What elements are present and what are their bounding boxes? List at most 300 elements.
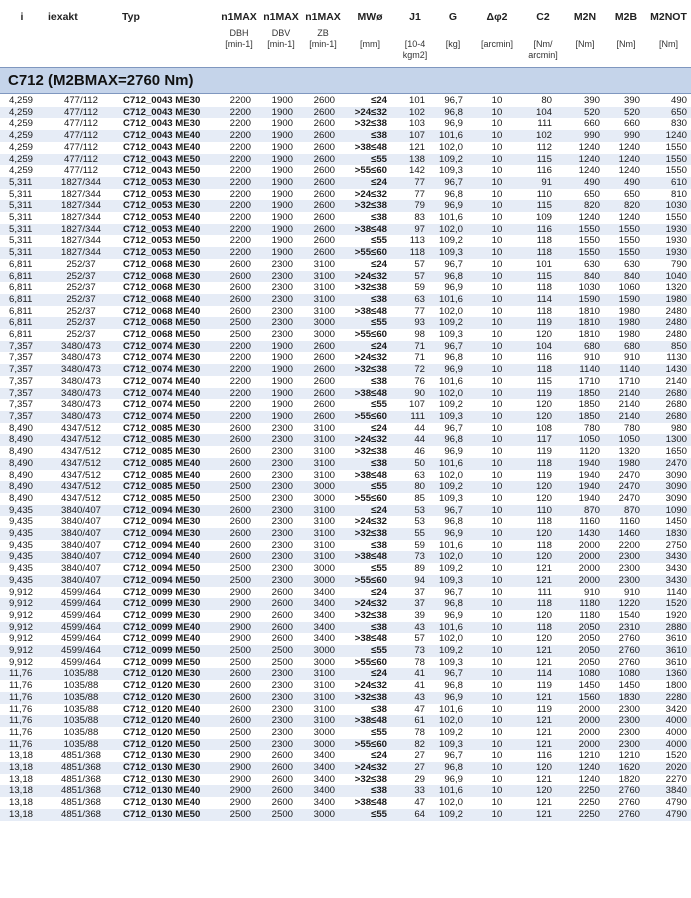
table-cell: 103: [408, 118, 425, 130]
table-cell: 780: [583, 422, 600, 434]
table-row: [0, 633, 691, 645]
table-cell: 10: [491, 797, 503, 809]
table-cell: 53: [396, 505, 434, 517]
table-cell: 10: [491, 329, 503, 341]
table-cell: 9,912: [0, 645, 44, 657]
table-cell: 2020: [646, 762, 691, 774]
table-cell: 13,18: [9, 773, 34, 785]
table-cell: 10: [472, 598, 522, 610]
table-cell: 1900: [271, 212, 293, 224]
table-cell: >24≤32: [354, 516, 387, 528]
table-cell: 1930: [646, 247, 691, 259]
table-row: [0, 704, 691, 716]
table-row: [0, 189, 691, 201]
table-cell: 3100: [302, 692, 344, 704]
table-cell: 7,357: [0, 341, 44, 353]
table-cell: 2140: [618, 399, 640, 411]
table-cell: 1240: [606, 154, 646, 166]
table-cell: 44: [396, 434, 434, 446]
table-cell: 3610: [665, 633, 687, 645]
table-cell: 11,76: [9, 703, 33, 715]
table-cell: 1080: [606, 668, 646, 680]
table-cell: 11,76: [0, 668, 44, 680]
table-cell: 3000: [313, 563, 335, 575]
data-table: [0, 95, 691, 821]
table-cell: 3090: [646, 481, 691, 493]
header-cell-l2: DBV: [271, 28, 291, 38]
table-cell: 101,6: [434, 622, 472, 634]
table-cell: 2600: [229, 422, 251, 434]
table-cell: 2600: [229, 305, 251, 317]
table-cell: 4599/464: [44, 645, 118, 657]
table-cell: 1300: [646, 434, 691, 446]
table-cell: 118: [536, 235, 552, 247]
table-cell: 780: [623, 422, 640, 434]
table-cell: C712_0043 ME50: [118, 154, 218, 166]
table-cell: 109,2: [438, 726, 463, 738]
table-cell: >24≤32: [354, 188, 387, 200]
table-cell: 44: [414, 422, 425, 434]
table-cell: 8,490: [0, 458, 44, 470]
table-cell: 1550: [618, 235, 640, 247]
table-cell: 96,9: [434, 200, 472, 212]
table-row: [0, 446, 691, 458]
table-cell: 5,311: [9, 188, 33, 200]
table-cell: 3480/473: [60, 352, 101, 364]
table-cell: 2600: [302, 200, 344, 212]
table-cell: 2200: [229, 399, 251, 411]
table-cell: 10: [472, 317, 522, 329]
table-cell: >32≤38: [354, 609, 387, 621]
table-cell: 10: [491, 609, 503, 621]
table-cell: 102,0: [438, 469, 463, 481]
table-cell: 2200: [229, 235, 251, 247]
table-cell: 2760: [606, 645, 646, 657]
table-cell: ≤38: [371, 703, 387, 715]
table-cell: 10: [472, 762, 522, 774]
table-cell: 101,6: [438, 212, 463, 224]
table-cell: 2600: [313, 235, 335, 247]
table-cell: 121: [522, 645, 564, 657]
table-cell: 1850: [578, 399, 600, 411]
table-row: [0, 107, 691, 119]
table-cell: 3400: [313, 773, 335, 785]
table-cell: 1080: [564, 668, 606, 680]
table-cell: 96,7: [444, 95, 463, 106]
table-cell: 1590: [606, 294, 646, 306]
table-cell: 101: [535, 258, 552, 270]
table-cell: 89: [414, 563, 425, 575]
table-cell: 1900: [260, 130, 302, 142]
table-cell: C712_0094 ME40: [123, 539, 201, 551]
header-cell-l1: C2: [536, 11, 550, 23]
table-cell: 9,435: [0, 505, 44, 517]
table-cell: 4347/512: [60, 469, 101, 481]
table-cell: 2900: [229, 609, 251, 621]
table-cell: 2300: [260, 739, 302, 751]
table-cell: 10: [491, 750, 503, 762]
table-cell: 2300: [618, 703, 640, 715]
table-cell: 2050: [578, 656, 600, 668]
table-cell: 870: [564, 505, 606, 517]
table-row: [0, 750, 691, 762]
table-cell: 2600: [229, 680, 251, 692]
table-cell: 115: [536, 375, 552, 387]
table-cell: 96,8: [444, 680, 463, 692]
table-cell: 10: [472, 739, 522, 751]
table-cell: 650: [583, 188, 600, 200]
table-cell: 2500: [260, 809, 302, 821]
header-cell-l1: i: [20, 11, 24, 23]
table-cell: 2600: [218, 551, 260, 563]
table-cell: 1035/88: [44, 692, 118, 704]
table-cell: 4,259: [9, 165, 34, 177]
table-cell: 104: [522, 107, 564, 119]
table-cell: 10: [491, 633, 503, 645]
table-cell: 10: [491, 726, 503, 738]
table-cell: C712_0130 ME40: [118, 785, 218, 797]
header-cell-l3: [min-1]: [309, 39, 337, 49]
table-cell: 1980: [606, 317, 646, 329]
header-cell-l3: [Nm]: [659, 39, 678, 49]
table-cell: 2600: [271, 797, 293, 809]
table-cell: 1035/88: [44, 668, 118, 680]
table-cell: 2600: [313, 399, 335, 411]
table-cell: C712_0130 ME40: [123, 797, 201, 809]
table-cell: 10: [491, 586, 503, 598]
table-row: [0, 622, 691, 634]
table-cell: 2600: [302, 341, 344, 353]
table-cell: C712_0074 ME50: [118, 411, 218, 423]
table-cell: 9,435: [9, 516, 34, 528]
table-cell: 3100: [313, 703, 335, 715]
table-cell: 96,8: [434, 762, 472, 774]
table-cell: 10: [491, 399, 503, 411]
table-cell: >38≤48: [354, 633, 387, 645]
table-cell: 1900: [260, 411, 302, 423]
table-cell: 2600: [260, 622, 302, 634]
table-cell: 1550: [665, 141, 687, 153]
table-cell: 5,311: [0, 200, 44, 212]
table-cell: 10: [472, 481, 522, 493]
table-row: [0, 739, 691, 751]
table-cell: 3400: [313, 609, 335, 621]
header-cell-l1: n1MAX: [221, 11, 257, 23]
table-cell: 8,490: [9, 446, 34, 458]
table-cell: 2300: [606, 575, 646, 587]
table-cell: 1240: [578, 141, 600, 153]
table-cell: 910: [583, 352, 600, 364]
table-cell: >55≤60: [344, 575, 396, 587]
header-cell-l3: [mm]: [360, 39, 380, 49]
table-cell: 109,2: [434, 645, 472, 657]
table-cell: 2140: [606, 411, 646, 423]
column-header: [0, 0, 691, 61]
table-row: [0, 563, 691, 575]
table-cell: ≤38: [344, 130, 396, 142]
table-row: [0, 118, 691, 130]
table-row: [0, 680, 691, 692]
table-cell: 119: [536, 680, 552, 692]
table-cell: 6,811: [0, 317, 44, 329]
table-cell: C712_0074 ME40: [118, 388, 218, 400]
table-cell: 120: [535, 329, 552, 341]
table-cell: 85: [414, 492, 425, 504]
table-cell: 1550: [665, 165, 687, 177]
table-cell: 2300: [260, 551, 302, 563]
table-cell: 96,9: [434, 364, 472, 376]
table-cell: 4,259: [9, 95, 34, 106]
table-cell: 37: [414, 586, 425, 598]
table-cell: 50: [396, 458, 434, 470]
table-cell: 116: [536, 165, 552, 177]
table-cell: 10: [472, 107, 522, 119]
table-cell: 3840/407: [44, 528, 118, 540]
table-row: [0, 247, 691, 259]
table-cell: 4599/464: [44, 598, 118, 610]
table-cell: 3610: [665, 656, 687, 668]
table-cell: 1710: [578, 375, 600, 387]
table-cell: 2600: [302, 247, 344, 259]
table-cell: 93: [396, 317, 434, 329]
table-cell: 33: [396, 785, 434, 797]
table-cell: 850: [646, 341, 691, 353]
table-cell: 1550: [665, 212, 687, 224]
table-cell: 2600: [229, 469, 251, 481]
table-cell: 3100: [302, 458, 344, 470]
table-cell: 1180: [564, 598, 606, 610]
table-cell: 4599/464: [60, 656, 101, 668]
table-cell: 477/112: [44, 154, 118, 166]
table-cell: C712_0085 ME40: [123, 469, 201, 481]
table-cell: 2600: [302, 154, 344, 166]
table-cell: 10: [491, 235, 503, 247]
table-cell: 2300: [260, 528, 302, 540]
table-cell: 2600: [313, 375, 335, 387]
table-cell: 10: [472, 528, 522, 540]
table-row: [0, 352, 691, 364]
table-cell: 5,311: [0, 224, 44, 236]
table-cell: 102,0: [438, 305, 463, 317]
table-cell: 118: [522, 622, 564, 634]
table-cell: 252/37: [66, 282, 96, 294]
table-cell: 109,3: [438, 165, 463, 177]
table-cell: C712_0074 ME30: [118, 341, 218, 353]
table-cell: 390: [623, 95, 640, 106]
table-cell: 3400: [313, 586, 335, 598]
table-cell: 120: [535, 399, 552, 411]
table-cell: 477/112: [64, 95, 98, 106]
table-cell: 4000: [646, 715, 691, 727]
table-cell: C712_0099 ME50: [118, 645, 218, 657]
table-cell: 80: [541, 95, 552, 106]
table-row: [0, 481, 691, 493]
table-cell: 1800: [665, 680, 687, 692]
table-cell: 2200: [229, 118, 251, 130]
table-cell: 11,76: [9, 680, 33, 692]
table-cell: 47: [414, 797, 425, 809]
table-cell: C712_0053 ME50: [118, 247, 218, 259]
table-cell: 2140: [665, 375, 687, 387]
table-cell: 4,259: [0, 130, 44, 142]
table-cell: 520: [606, 107, 646, 119]
table-cell: 10: [491, 492, 503, 504]
table-cell: 96,9: [434, 692, 472, 704]
table-cell: 10: [491, 165, 503, 177]
table-row: [0, 177, 691, 189]
table-cell: 2000: [564, 739, 606, 751]
table-cell: 3400: [302, 762, 344, 774]
table-cell: 3400: [313, 750, 335, 762]
table-cell: 10: [472, 271, 522, 283]
table-cell: 102,0: [434, 551, 472, 563]
table-cell: 111: [537, 586, 552, 598]
table-cell: 3100: [313, 680, 335, 692]
table-cell: 1160: [579, 516, 600, 528]
table-cell: 1900: [271, 352, 293, 364]
table-cell: 1710: [618, 375, 640, 387]
table-cell: C712_0074 ME50: [123, 399, 201, 411]
table-cell: 8,490: [9, 492, 34, 504]
table-cell: 1900: [271, 141, 293, 153]
table-cell: 2600: [260, 785, 302, 797]
header-cell-l3: [Nm/ arcmin]: [528, 39, 558, 60]
table-row: [0, 95, 691, 107]
table-cell: 2600: [302, 224, 344, 236]
table-row: [0, 271, 691, 283]
header-cell-l1: MWø: [357, 11, 383, 23]
table-cell: 2600: [302, 177, 344, 189]
table-cell: 2600: [260, 762, 302, 774]
table-cell: 110: [522, 505, 564, 517]
table-cell: 118: [536, 539, 552, 551]
table-cell: 96,8: [444, 352, 463, 364]
table-cell: 115: [522, 200, 564, 212]
table-cell: 94: [396, 575, 434, 587]
table-cell: 2300: [260, 668, 302, 680]
table-cell: >32≤38: [354, 118, 387, 130]
table-cell: 4599/464: [60, 609, 101, 621]
table-cell: 1810: [578, 329, 600, 341]
table-cell: 6,811: [9, 305, 33, 317]
table-row: [0, 294, 691, 306]
table-cell: 1940: [578, 469, 600, 481]
table-cell: 1900: [260, 247, 302, 259]
table-cell: 1160: [619, 516, 640, 528]
table-cell: C712_0094 ME30: [118, 505, 218, 517]
table-cell: ≤55: [344, 154, 396, 166]
table-cell: 1827/344: [44, 200, 118, 212]
table-cell: 2680: [646, 388, 691, 400]
table-cell: 9,912: [9, 633, 34, 645]
table-cell: 1940: [564, 481, 606, 493]
table-cell: 119: [522, 388, 564, 400]
table-cell: 3100: [313, 422, 335, 434]
table-cell: 7,357: [9, 352, 34, 364]
table-cell: 1430: [564, 528, 606, 540]
table-cell: 4347/512: [60, 492, 101, 504]
table-cell: >32≤38: [344, 692, 396, 704]
table-cell: 57: [414, 258, 425, 270]
table-cell: 77: [414, 188, 425, 200]
table-cell: 9,912: [9, 656, 34, 668]
table-cell: ≤55: [371, 726, 387, 738]
header-cell-l1: Typ: [122, 11, 140, 23]
table-cell: 1827/344: [44, 177, 118, 189]
table-cell: 29: [414, 773, 425, 785]
table-cell: C712_0094 ME40: [118, 551, 218, 563]
table-cell: 102,0: [434, 715, 472, 727]
table-cell: 2500: [218, 575, 260, 587]
table-cell: 252/37: [66, 329, 96, 341]
table-row: [0, 470, 691, 482]
table-cell: 9,912: [9, 586, 34, 598]
table-cell: 116: [536, 352, 552, 364]
table-cell: 120: [535, 492, 552, 504]
table-cell: 63: [414, 469, 425, 481]
table-cell: 1930: [665, 235, 687, 247]
table-cell: 2200: [218, 200, 260, 212]
table-cell: 2300: [606, 551, 646, 563]
table-cell: C712_0043 ME30: [118, 107, 218, 119]
table-cell: 1550: [564, 224, 606, 236]
table-cell: 4347/512: [44, 434, 118, 446]
table-cell: 2500: [218, 481, 260, 493]
table-cell: 109,2: [434, 809, 472, 821]
table-cell: >32≤38: [344, 528, 396, 540]
table-cell: 9,435: [0, 551, 44, 563]
table-cell: >32≤38: [354, 446, 387, 458]
table-cell: 96,7: [444, 422, 463, 434]
table-cell: 1240: [578, 165, 600, 177]
table-cell: 2900: [218, 785, 260, 797]
table-cell: 10: [491, 352, 503, 364]
table-cell: 1240: [646, 130, 691, 142]
table-cell: 660: [623, 118, 640, 130]
table-cell: 2760: [606, 785, 646, 797]
table-cell: 2900: [229, 633, 251, 645]
table-cell: 3000: [313, 329, 335, 341]
table-cell: 10: [472, 294, 522, 306]
table-cell: 96,7: [434, 668, 472, 680]
table-cell: 1035/88: [63, 680, 99, 692]
table-cell: 10: [472, 177, 522, 189]
table-cell: 102,0: [438, 797, 463, 809]
table-cell: 71: [396, 341, 434, 353]
header-cell-l2: [564, 28, 606, 39]
table-cell: 119: [522, 317, 564, 329]
table-cell: 252/37: [44, 294, 118, 306]
table-cell: 3840/407: [60, 516, 101, 528]
table-cell: 3400: [313, 797, 335, 809]
table-cell: 114: [522, 294, 564, 306]
table-cell: C712_0053 ME30: [118, 200, 218, 212]
table-cell: 3100: [313, 516, 335, 528]
table-row: [0, 610, 691, 622]
header-cell-l1: G: [448, 11, 458, 23]
table-cell: 477/112: [64, 141, 98, 153]
table-row: [0, 587, 691, 599]
table-cell: 3840/407: [60, 539, 101, 551]
table-row: [0, 516, 691, 528]
table-cell: C712_0043 ME30: [123, 118, 201, 130]
table-cell: 3000: [302, 317, 344, 329]
table-cell: 3100: [313, 282, 335, 294]
table-cell: 2600: [218, 715, 260, 727]
table-cell: 3000: [313, 492, 335, 504]
table-cell: 3400: [313, 633, 335, 645]
table-cell: 5,311: [0, 247, 44, 259]
